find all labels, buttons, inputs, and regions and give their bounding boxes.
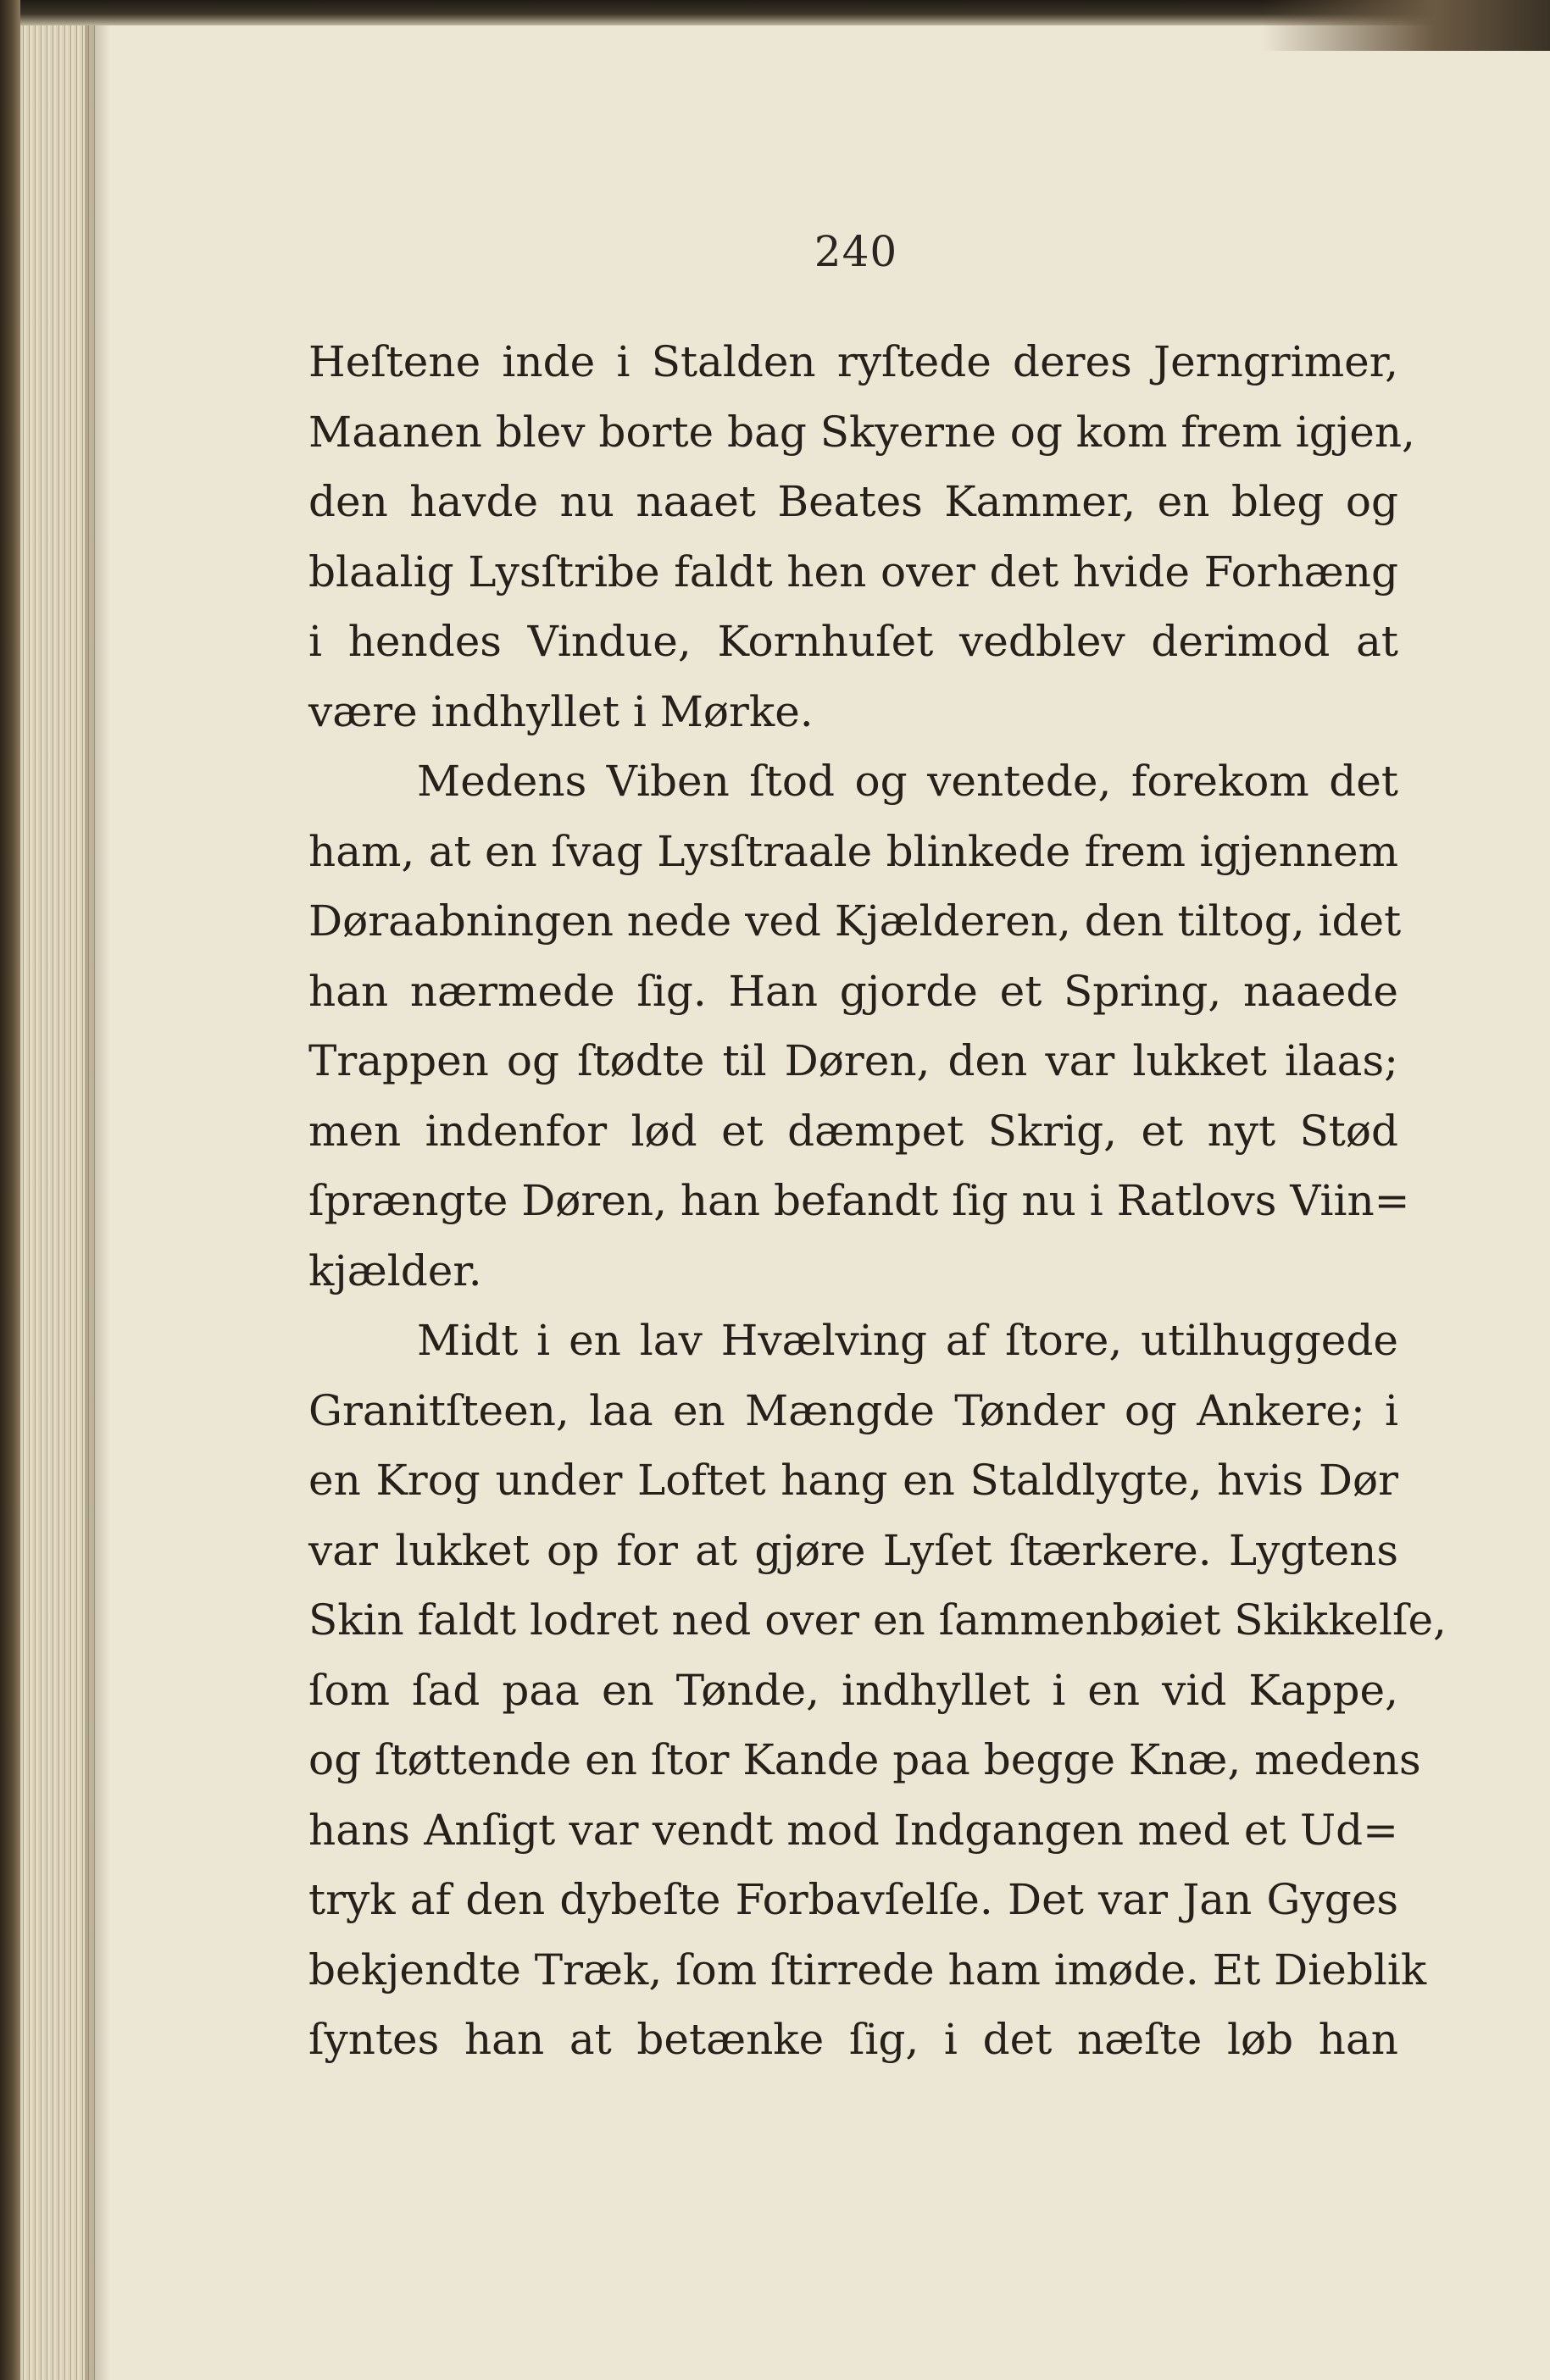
- text-line: Skin faldt lodret ned over en ſammenbøiet Skikkelſe,: [308, 1595, 1447, 1645]
- text-line: tryk af den dybeſte Forbavſelſe. Det var Jan Gyges: [308, 1875, 1398, 1924]
- body-text: [308, 327, 1447, 2075]
- text-line: var lukket op for at gjøre Lyſet ſtærkere. Lygtens: [308, 1525, 1398, 1575]
- text-line: Trappen og ſtødte til Døren, den var lukket ilaas;: [308, 1036, 1398, 1085]
- text-line: den havde nu naaet Beates Kammer, en bleg og: [308, 477, 1398, 526]
- page-edges: [20, 25, 95, 2380]
- page-number: 240: [814, 227, 898, 276]
- scan-top-right-shadow: [1262, 0, 1550, 51]
- text-line: ham, at en ſvag Lysſtraale blinkede frem igjennem: [308, 826, 1398, 876]
- text-line: ſprængte Døren, han befandt ſig nu i Ratlovs Viin=: [308, 1176, 1410, 1225]
- text-line: Medens Viben ſtod og ventede, forekom det: [417, 757, 1398, 806]
- text-line: Maanen blev borte bag Skyerne og kom frem igjen,: [308, 407, 1415, 457]
- text-line: han nærmede ſig. Han gjorde et Spring, naaede: [308, 966, 1398, 1016]
- text-line: kjælder.: [308, 1245, 482, 1295]
- book-binding: [0, 0, 20, 2380]
- gutter-shadow: [85, 25, 110, 2380]
- text-line: Granitſteen, laa en Mængde Tønder og Ankere; i: [308, 1385, 1398, 1435]
- text-line: en Krog under Loftet hang en Staldlygte, hvis Dør: [308, 1456, 1398, 1505]
- text-line: Døraabningen nede ved Kjælderen, den tiltog, idet: [308, 896, 1402, 946]
- text-line: bekjendte Træk, ſom ſtirrede ham imøde. Et Dieblik: [308, 1944, 1427, 1994]
- text-line: ſom ſad paa en Tønde, indhyllet i en vid Kappe,: [308, 1665, 1398, 1715]
- text-line: men indenfor lød et dæmpet Skrig, et nyt Stød: [308, 1106, 1398, 1156]
- text-line: i hendes Vindue, Kornhuſet vedblev derimod at: [308, 617, 1398, 666]
- text-line: og ſtøttende en ſtor Kande paa begge Knæ, medens: [308, 1735, 1421, 1784]
- text-line: Midt i en lav Hvælving af ſtore, utilhuggede: [417, 1316, 1398, 1365]
- text-line: blaalig Lysſtribe faldt hen over det hvide Forhæng: [308, 546, 1398, 596]
- text-line: hans Anſigt var vendt mod Indgangen med et Ud=: [308, 1805, 1398, 1855]
- text-line: Heſtene inde i Stalden ryſtede deres Jerngrimer,: [308, 337, 1398, 386]
- text-line: være indhyllet i Mørke.: [308, 686, 814, 736]
- text-line: ſyntes han at betænke ſig, i det næſte løb han: [308, 2015, 1398, 2064]
